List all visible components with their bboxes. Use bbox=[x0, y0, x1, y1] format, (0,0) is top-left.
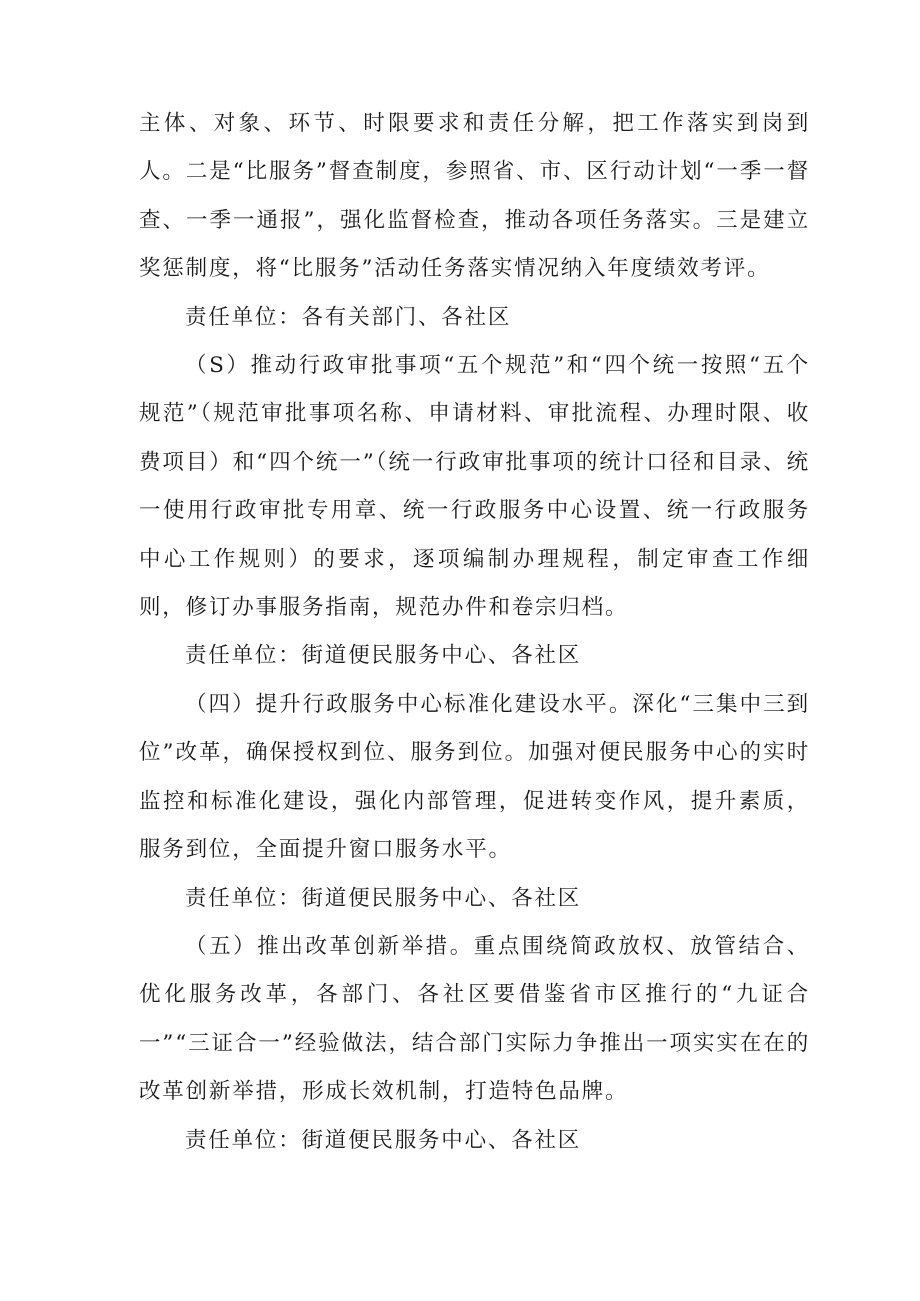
paragraph-continuation: 主体、对象、环节、时限要求和责任分解，把工作落实到岗到人。二是“比服务”督查制度，参照省、市、区行动计划“一季一督查、一季一通报”，强化监督检查，推动各项任务落实。三是建立奖惩制度，将“比服务”活动任务落实情况纳入年度绩效考评。 bbox=[139, 111, 810, 282]
responsibility-line-4: 责任单位：街道便民服务中心、各社区 bbox=[185, 1127, 582, 1153]
paragraph-section-s: （S）推动行政审批事项“五个规范”和“四个统一按照“五个规范”（规范审批事项名称、申请材料、审批流程、办理时限、收费项目）和“四个统一”（统一行政审批事项的统计口径和目录、统一使用行政审批专用章、统一行政服务中心设置、统一行政服务中心工作规则）的要求，逐项编制办理规程，制定审查工作细则，修订办事服务指南，规范办件和卷宗归档。 bbox=[139, 353, 810, 621]
responsibility-line-1: 责任单位：各有关部门、各社区 bbox=[185, 304, 512, 330]
paragraph-section-4: （四）提升行政服务中心标准化建设水平。深化“三集中三到位”改革，确保授权到位、服务到位。加强对便民服务中心的实时监控和标准化建设，强化内部管理，促进转变作风，提升素质，服务到位，全面提升窗口服务水平。 bbox=[139, 691, 810, 863]
paragraph-section-5: （五）推出改革创新举措。重点围绕简政放权、放管结合、优化服务改革，各部门、各社区要借鉴省市区推行的“九证合一”“三证合一”经验做法，结合部门实际力争推出一项实实在在的改革创新举措，形成长效机制，打造特色品牌。 bbox=[139, 933, 810, 1105]
responsibility-line-3: 责任单位：街道便民服务中心、各社区 bbox=[185, 885, 582, 911]
responsibility-line-2: 责任单位：街道便民服务中心、各社区 bbox=[185, 643, 582, 669]
